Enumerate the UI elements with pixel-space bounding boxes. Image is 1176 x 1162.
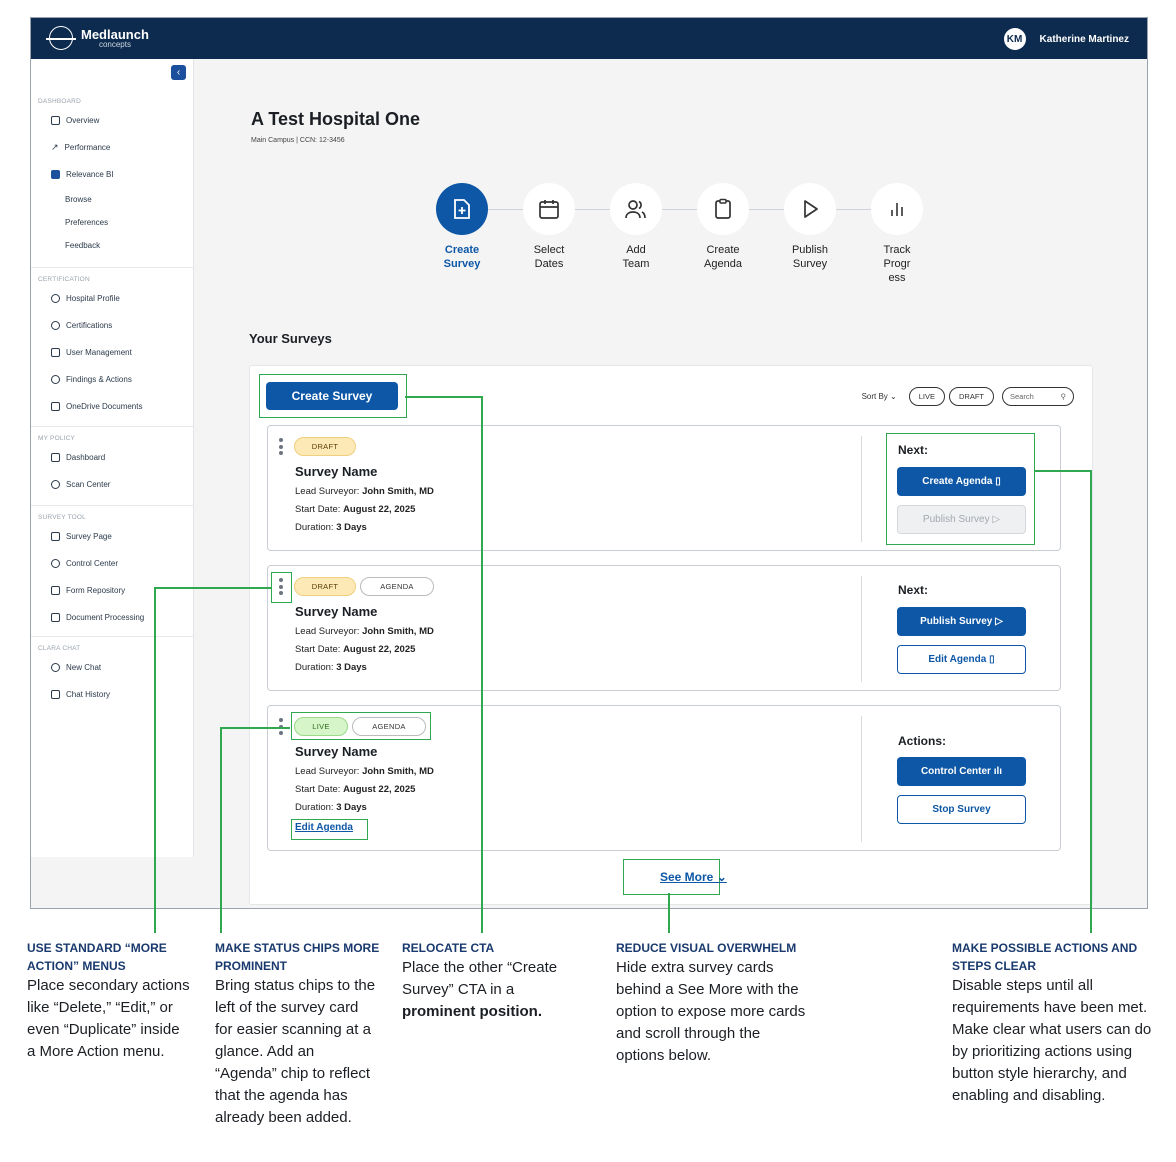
next-label: Next: (898, 583, 929, 597)
file-plus-icon (436, 183, 488, 235)
duration: Duration: 3 Days (295, 802, 367, 813)
sidebar-section-title: CERTIFICATION (38, 276, 90, 283)
sidebar-item-relevance-bi[interactable]: Relevance BI (31, 161, 193, 188)
more-actions-icon[interactable] (279, 578, 283, 598)
filter-bar (862, 387, 1074, 406)
connector-line (154, 587, 156, 933)
card-divider (861, 576, 862, 682)
sort-by-dropdown[interactable]: Sort By ⌄ (861, 392, 897, 401)
lead-surveyor: Lead Surveyor: John Smith, MD (295, 626, 434, 637)
form-icon (51, 586, 60, 595)
gauge-icon (51, 559, 60, 568)
history-icon (51, 690, 60, 699)
lead-surveyor: Lead Surveyor: John Smith, MD (295, 486, 434, 497)
sidebar-item-overview[interactable]: Overview (31, 107, 193, 134)
status-chips (294, 437, 356, 456)
annotation-more-actions: USE STANDARD “MORE ACTION” MENUS Place secondary actions like “Delete,” “Edit,” or even “Duplicate” inside a More Action menu. (27, 941, 190, 1060)
see-more-link[interactable]: See More ⌄ (660, 870, 727, 884)
trend-icon: ↗ (51, 142, 59, 152)
create-agenda-button[interactable]: Create Agenda ▯ (897, 467, 1026, 496)
sidebar-item-hospital-profile[interactable]: Hospital Profile (31, 285, 193, 312)
stop-survey-button[interactable]: Stop Survey (897, 795, 1026, 824)
step-track-progress[interactable]: Track Progr ess (861, 183, 933, 285)
clipboard-icon: ▯ (989, 654, 995, 665)
connector-line (220, 727, 222, 933)
bi-icon (51, 170, 60, 179)
connector-line (220, 727, 290, 729)
connector-line (405, 396, 482, 398)
sidebar (31, 59, 194, 857)
step-create-agenda[interactable]: Create Agenda (687, 183, 759, 271)
duration: Duration: 3 Days (295, 662, 367, 673)
sidebar-item-certifications[interactable]: Certifications (31, 312, 193, 339)
person-icon (51, 294, 60, 303)
clipboard-icon: ▯ (995, 476, 1001, 487)
edit-agenda-link[interactable]: Edit Agenda (295, 822, 353, 833)
users-icon (51, 348, 60, 357)
sidebar-section-survey-tool (31, 513, 193, 631)
connector-line (154, 587, 272, 589)
survey-name: Survey Name (295, 744, 378, 759)
connector-line (1034, 470, 1091, 472)
connector-line (1090, 470, 1092, 933)
sidebar-divider (31, 267, 193, 268)
sidebar-item-new-chat[interactable]: New Chat (31, 654, 193, 681)
bar-chart-icon: ılı (993, 766, 1003, 777)
survey-name: Survey Name (295, 604, 378, 619)
sidebar-divider (31, 636, 193, 637)
step-create-survey[interactable]: Create Survey (426, 183, 498, 271)
duration: Duration: 3 Days (295, 522, 367, 533)
users-icon (610, 183, 662, 235)
document-processing-icon (51, 613, 60, 622)
sidebar-item-form-repository[interactable]: Form Repository (31, 577, 193, 604)
bar-chart-icon (871, 183, 923, 235)
connector-line (668, 893, 670, 933)
logo-name: Medlaunch (81, 26, 149, 42)
sidebar-item-dashboard[interactable]: Dashboard (31, 444, 193, 471)
sidebar-item-preferences[interactable]: Preferences (65, 218, 109, 227)
edit-agenda-button[interactable]: Edit Agenda ▯ (897, 645, 1026, 674)
sidebar-item-browse[interactable]: Browse (65, 195, 92, 204)
sidebar-section-dashboard (31, 97, 193, 257)
filter-draft[interactable]: DRAFT (949, 387, 994, 406)
more-actions-icon[interactable] (279, 438, 283, 458)
play-icon: ▷ (992, 514, 1001, 525)
survey-card (267, 565, 1061, 691)
dashboard-icon (51, 453, 60, 462)
new-chat-icon (51, 663, 60, 672)
survey-card (267, 705, 1061, 851)
annotation-visual-overwhelm: REDUCE VISUAL OVERWHELM Hide extra survey cards behind a See More with the option to expose more cards and scroll through the options below. (616, 941, 806, 1064)
sidebar-divider (31, 426, 193, 427)
survey-name: Survey Name (295, 464, 378, 479)
top-bar (31, 18, 1147, 59)
user-menu[interactable] (1004, 28, 1129, 50)
step-publish-survey[interactable]: Publish Survey (774, 183, 846, 271)
sidebar-divider (31, 505, 193, 506)
chevron-left-icon: ‹ (176, 67, 181, 78)
connector-line (481, 396, 483, 933)
page-title: A Test Hospital One (251, 109, 421, 129)
clipboard-icon (697, 183, 749, 235)
status-chip-draft: DRAFT (294, 577, 356, 596)
sidebar-section-title: DASHBOARD (38, 98, 81, 105)
logo[interactable] (49, 26, 149, 50)
annotation-relocate-cta: RELOCATE CTA Place the other “Create Survey” CTA in a prominent position. (402, 941, 558, 1020)
sidebar-section-title: MY POLICY (38, 435, 76, 442)
status-chip-agenda: AGENDA (360, 577, 434, 596)
calendar-icon (523, 183, 575, 235)
control-center-button[interactable]: Control Center ılı (897, 757, 1026, 786)
logo-sub: concepts (98, 39, 131, 49)
status-chips (294, 577, 434, 596)
page-subtitle: Main Campus | CCN: 12-3456 (251, 137, 345, 144)
scan-icon (51, 480, 60, 489)
sidebar-item-feedback[interactable]: Feedback (65, 241, 101, 250)
status-chip-agenda: AGENDA (352, 717, 426, 736)
sidebar-section-title: CLARA CHAT (38, 645, 81, 652)
app-window (30, 17, 1148, 909)
start-date: Start Date: August 22, 2025 (295, 504, 416, 515)
card-divider (861, 436, 862, 542)
status-chip-draft: DRAFT (294, 437, 356, 456)
calendar-icon (51, 532, 60, 541)
search-icon: ⚲ (1060, 392, 1066, 401)
sidebar-section-my-policy (31, 434, 193, 498)
play-icon: ▷ (995, 616, 1003, 627)
sidebar-item-document-processing[interactable]: Document Processing (31, 604, 193, 631)
status-chips (294, 717, 426, 736)
sidebar-item-performance[interactable]: ↗ Performance (31, 134, 193, 161)
filter-live[interactable]: LIVE (909, 387, 945, 406)
annotation-status-chips: MAKE STATUS CHIPS MORE PROMINENT Bring status chips to the left of the survey card for easier scanning at a glance. Add an “Agenda” chip to reflect that the agenda has already been added. (215, 941, 380, 1126)
next-label: Next: (898, 443, 929, 457)
clock-icon (51, 375, 60, 384)
create-survey-button[interactable]: Create Survey (266, 382, 398, 410)
sidebar-section-title: SURVEY TOOL (38, 514, 86, 521)
sidebar-item-onedrive-documents[interactable]: OneDrive Documents (31, 393, 193, 420)
publish-survey-button[interactable]: Publish Survey ▷ (897, 607, 1026, 636)
actions-label: Actions: (898, 734, 946, 748)
sidebar-item-chat-history[interactable]: Chat History (31, 681, 193, 708)
step-select-dates[interactable]: Select Dates (513, 183, 585, 271)
search-input[interactable]: Search ⚲ (1002, 387, 1074, 406)
avatar[interactable]: KM (1004, 28, 1026, 50)
start-date: Start Date: August 22, 2025 (295, 644, 416, 655)
check-circle-icon (51, 321, 60, 330)
user-name[interactable]: Katherine Martinez (1039, 33, 1129, 45)
collapse-sidebar-button[interactable] (171, 65, 186, 80)
survey-card (267, 425, 1061, 551)
progress-stepper (426, 183, 926, 293)
status-chip-live: LIVE (294, 717, 348, 736)
sidebar-item-control-center[interactable]: Control Center (31, 550, 193, 577)
publish-survey-button-disabled[interactable]: Publish Survey ▷ (897, 505, 1026, 534)
step-add-team[interactable]: Add Team (600, 183, 672, 271)
sidebar-section-clara-chat (31, 644, 193, 708)
sidebar-item-user-management[interactable]: User Management (31, 339, 193, 366)
sidebar-item-survey-page[interactable]: Survey Page (31, 523, 193, 550)
card-divider (861, 716, 862, 842)
surveys-panel (249, 365, 1093, 905)
sidebar-item-findings-actions[interactable]: Findings & Actions (31, 366, 193, 393)
lead-surveyor: Lead Surveyor: John Smith, MD (295, 766, 434, 777)
sidebar-item-scan-center[interactable]: Scan Center (31, 471, 193, 498)
start-date: Start Date: August 22, 2025 (295, 784, 416, 795)
annotation-actions-clear: MAKE POSSIBLE ACTIONS AND STEPS CLEAR Disable steps until all requirements have been met. Make clear what users can do by prioritizing actions using button style hierarchy, and enabling and disabling. (952, 941, 1152, 1104)
section-title: Your Surveys (249, 331, 332, 346)
document-icon (51, 402, 60, 411)
grid-icon (51, 116, 60, 125)
sidebar-section-certification (31, 275, 193, 420)
logo-icon (49, 26, 73, 50)
play-icon (784, 183, 836, 235)
